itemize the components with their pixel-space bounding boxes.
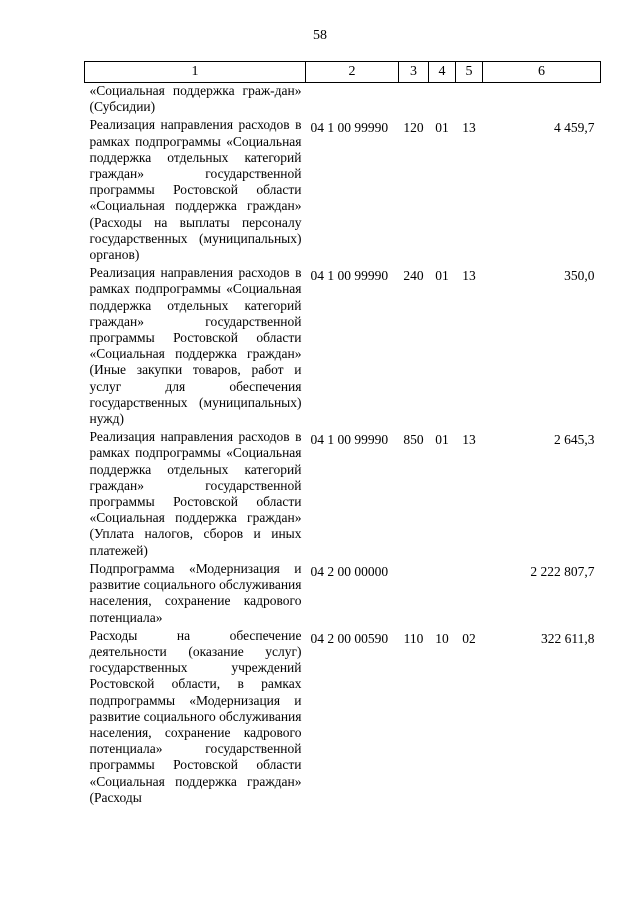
column-header-4: 4 [429, 62, 456, 83]
row-col3 [399, 561, 429, 628]
column-header-5: 5 [456, 62, 483, 83]
table-row [85, 83, 601, 118]
row-col5 [456, 83, 483, 118]
row-col3: 120 [403, 120, 424, 136]
row-amount: 2 645,3 [554, 432, 595, 448]
row-description: «Социальная поддержка граж-дан» (Субсидии) [89, 83, 302, 115]
table-row [85, 429, 601, 561]
column-header-1: 1 [85, 62, 306, 83]
row-col3: 240 [403, 268, 424, 284]
row-code: 04 1 00 99990 [310, 432, 389, 448]
table-row [85, 628, 601, 808]
row-code: 04 2 00 00000 [310, 563, 389, 579]
page-number: 58 [313, 28, 327, 43]
row-col5: 13 [462, 432, 476, 448]
row-col4 [429, 83, 456, 118]
row-col3 [399, 83, 429, 118]
row-description: Реализация направления расходов в рамках подпрограммы «Социальная поддержка отдельных категорий граждан» государственной программы Ростовской области «Социальная поддержка граждан» (Уплата налогов, сборов и иных платежей) [89, 429, 302, 558]
row-col5 [456, 561, 483, 628]
row-col4: 10 [435, 630, 449, 646]
row-col5: 02 [462, 630, 476, 646]
row-amount: 2 222 807,7 [530, 563, 595, 579]
row-col4: 01 [435, 268, 449, 284]
table-header-row [85, 62, 601, 83]
row-code: 04 1 00 99990 [310, 120, 389, 136]
row-col5: 13 [462, 268, 476, 284]
row-col3: 110 [403, 630, 424, 646]
row-amount [483, 83, 601, 118]
row-code [306, 83, 399, 118]
row-amount: 322 611,8 [541, 630, 595, 646]
row-col4: 01 [435, 120, 449, 136]
column-header-6: 6 [483, 62, 601, 83]
table-row [85, 117, 601, 265]
row-amount: 4 459,7 [554, 120, 595, 136]
row-code: 04 2 00 00590 [310, 630, 389, 646]
row-col4: 01 [435, 432, 449, 448]
row-col4 [429, 561, 456, 628]
column-header-2: 2 [306, 62, 399, 83]
table-row [85, 265, 601, 429]
row-description: Реализация направления расходов в рамках подпрограммы «Социальная поддержка отдельных категорий граждан» государственной программы Ростовской области «Социальная поддержка граждан» (Расходы на выплаты персоналу государственных (муниципальных) органов) [89, 117, 302, 263]
row-description: Расходы на обеспечение деятельности (оказание услуг) государственных учреждений Ростовской области, в рамках подпрограммы «Модернизация и развитие социального обслуживания населения, сохранение кадрового потенциала» государственной программы Ростовской области «Социальная поддержка граждан» (Расходы [89, 627, 302, 805]
row-description: Подпрограмма «Модернизация и развитие социального обслуживания населения, сохранение кадрового потенциала» [89, 560, 302, 625]
row-code: 04 1 00 99990 [310, 268, 389, 284]
budget-table [84, 61, 601, 808]
row-col3: 850 [403, 432, 424, 448]
row-amount: 350,0 [564, 268, 595, 284]
row-col5: 13 [462, 120, 476, 136]
row-description: Реализация направления расходов в рамках подпрограммы «Социальная поддержка отдельных категорий граждан» государственной программы Ростовской области «Социальная поддержка граждан» (Иные закупки товаров, работ и услуг для обеспечения государственных (муниципальных) нужд) [89, 265, 302, 427]
table-row [85, 561, 601, 628]
column-header-3: 3 [399, 62, 429, 83]
